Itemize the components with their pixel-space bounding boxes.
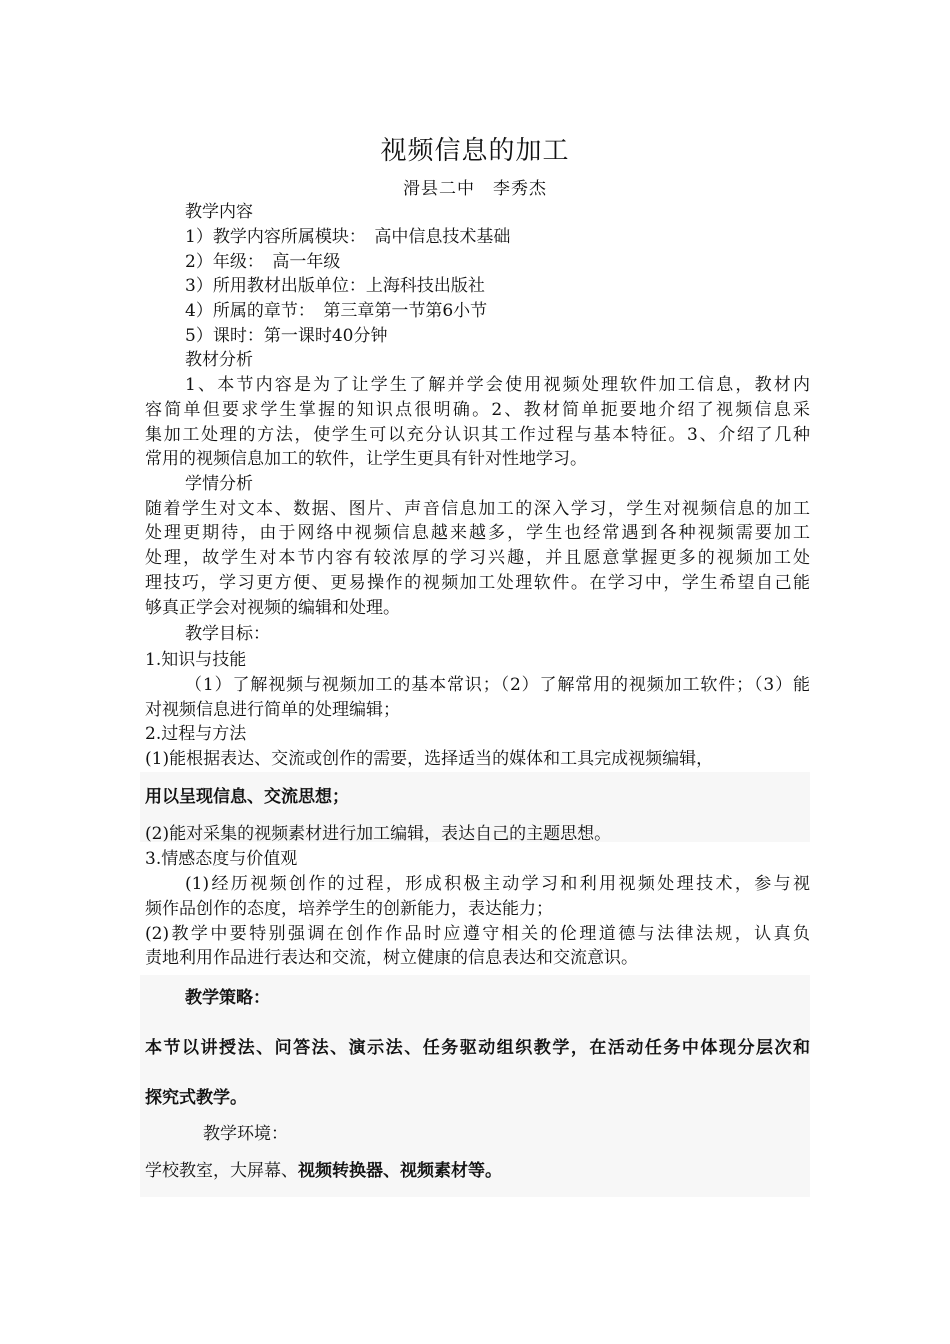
document-title: 视频信息的加工 xyxy=(380,136,570,166)
content-item: 4）所属的章节： 第三章第一节第6小节 xyxy=(185,301,488,321)
paragraph-line: 处理，故学生对本节内容有较浓厚的学习兴趣，并且愿意掌握更多的视频加工处 xyxy=(145,548,810,568)
goal-subheading-process: 2.过程与方法 xyxy=(145,724,247,744)
paragraph-line: (2)能对采集的视频素材进行加工编辑，表达自己的主题思想。 xyxy=(145,824,612,844)
paragraph-line: 理技巧，学习更方便、更易操作的视频加工处理软件。在学习中，学生希望自己能 xyxy=(145,573,810,593)
paragraph-line: (2)教学中要特别强调在创作作品时应遵守相关的伦理道德与法律法规，认真负 xyxy=(145,924,810,944)
paragraph-line: 随着学生对文本、数据、图片、声音信息加工的深入学习，学生对视频信息的加工 xyxy=(145,499,810,519)
document-author: 滑县二中 李秀杰 xyxy=(403,179,547,199)
content-item: 1）教学内容所属模块： 高中信息技术基础 xyxy=(185,227,511,247)
environment-line xyxy=(145,1159,810,1184)
paragraph-line: 1、本节内容是为了让学生了解并学会使用视频处理软件加工信息，教材内 xyxy=(185,375,810,395)
goal-subheading-attitude: 3.情感态度与价值观 xyxy=(145,849,298,869)
section-heading-textbook: 教材分析 xyxy=(185,350,253,370)
paragraph-line: (1)能根据表达、交流或创作的需要，选择适当的媒体和工具完成视频编辑， xyxy=(145,749,714,769)
environment-text-part1: 学校教室，大屏幕、 xyxy=(145,1161,298,1181)
paragraph-line: （1）了解视频与视频加工的基本常识；（2）了解常用的视频加工软件；（3）能 xyxy=(185,675,810,695)
paragraph-line: 对视频信息进行简单的处理编辑； xyxy=(145,700,400,720)
content-item: 3）所用教材出版单位：上海科技出版社 xyxy=(185,276,485,296)
section-heading-environment: 教学环境： xyxy=(203,1124,288,1144)
paragraph-line: 频作品创作的态度，培养学生的创新能力，表达能力； xyxy=(145,899,553,919)
section-heading-strategy: 教学策略： xyxy=(185,988,270,1008)
content-item: 2）年级： 高一年级 xyxy=(185,252,341,272)
paragraph-line: 够真正学会对视频的编辑和处理。 xyxy=(145,598,400,618)
paragraph-line: 常用的视频信息加工的软件，让学生更具有针对性地学习。 xyxy=(145,449,587,469)
goal-subheading-knowledge: 1.知识与技能 xyxy=(145,650,247,670)
environment-text-part2: 视频转换器、视频素材等。 xyxy=(298,1161,502,1181)
paragraph-line: 容简单但要求学生掌握的知识点很明确。2、教材简单扼要地介绍了视频信息采 xyxy=(145,400,810,420)
paragraph-line: 用以呈现信息、交流思想； xyxy=(145,787,349,807)
paragraph-line: 集加工处理的方法，使学生可以充分认识其工作过程与基本特征。3、介绍了几种 xyxy=(145,425,810,445)
section-heading-content: 教学内容 xyxy=(185,202,253,222)
paragraph-line: 责地利用作品进行表达和交流，树立健康的信息表达和交流意识。 xyxy=(145,948,638,968)
content-item: 5）课时：第一课时40分钟 xyxy=(185,326,388,346)
paragraph-line: 处理更期待，由于网络中视频信息越来越多，学生也经常遇到各种视频需要加工 xyxy=(145,523,810,543)
paragraph-line: 本节以讲授法、问答法、演示法、任务驱动组织教学，在活动任务中体现分层次和 xyxy=(145,1038,810,1058)
section-heading-goals: 教学目标： xyxy=(185,624,270,644)
paragraph-line: 探究式教学。 xyxy=(145,1088,247,1108)
paragraph-line: (1)经历视频创作的过程，形成积极主动学习和利用视频处理技术，参与视 xyxy=(185,874,810,894)
section-heading-students: 学情分析 xyxy=(185,474,253,494)
